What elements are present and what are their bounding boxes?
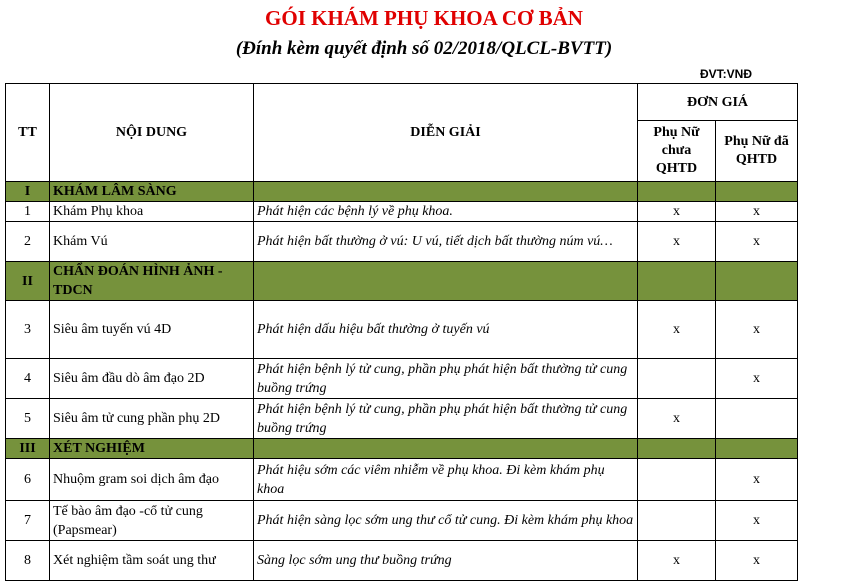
section-empty-cell — [716, 262, 798, 301]
price-married-mark — [716, 399, 798, 439]
row-number: 6 — [6, 459, 50, 501]
row-number: 3 — [6, 301, 50, 359]
section-title: CHẨN ĐOÁN HÌNH ẢNH - TDCN — [50, 262, 254, 301]
section-row — [6, 182, 798, 202]
section-empty-cell — [254, 262, 638, 301]
price-married-mark: x — [716, 541, 798, 581]
table-row — [6, 222, 798, 262]
table-row — [6, 359, 798, 399]
row-content: Xét nghiệm tầm soát ung thư — [50, 541, 254, 581]
price-unmarried-mark — [638, 501, 716, 541]
row-content: Tế bào âm đạo -cổ tử cung (Papsmear) — [50, 501, 254, 541]
section-empty-cell — [254, 439, 638, 459]
header-price-married: Phụ Nữ đã QHTD — [716, 121, 798, 182]
row-content: Siêu âm đầu dò âm đạo 2D — [50, 359, 254, 399]
row-description: Phát hiện bệnh lý tử cung, phần phụ phát hiện bất thường tử cung buồng trứng — [254, 359, 638, 399]
table-row — [6, 202, 798, 222]
row-number: 2 — [6, 222, 50, 262]
price-unmarried-mark: x — [638, 301, 716, 359]
price-married-mark: x — [716, 359, 798, 399]
table-row — [6, 501, 798, 541]
row-content: Nhuộm gram soi dịch âm đạo — [50, 459, 254, 501]
price-unmarried-mark: x — [638, 222, 716, 262]
section-number: III — [6, 439, 50, 459]
row-number: 8 — [6, 541, 50, 581]
row-description: Phát hiện bất thường ở vú: U vú, tiết dịch bất thường núm vú… — [254, 222, 638, 262]
price-unmarried-mark — [638, 459, 716, 501]
price-unmarried-mark: x — [638, 541, 716, 581]
price-table — [5, 83, 798, 581]
row-description: Phát hiện dấu hiệu bất thường ở tuyến vú — [254, 301, 638, 359]
section-title: KHÁM LÂM SÀNG — [50, 182, 254, 202]
header-desc: DIỄN GIẢI — [254, 84, 638, 182]
row-content: Siêu âm tử cung phần phụ 2D — [50, 399, 254, 439]
row-number: 1 — [6, 202, 50, 222]
price-married-mark: x — [716, 501, 798, 541]
price-unmarried-mark: x — [638, 202, 716, 222]
row-description: Phát hiện bệnh lý tử cung, phần phụ phát hiện bất thường tử cung buồng trứng — [254, 399, 638, 439]
section-empty-cell — [638, 262, 716, 301]
row-description: Phát hiện sàng lọc sớm ung thư cổ tử cung. Đi kèm khám phụ khoa — [254, 501, 638, 541]
price-married-mark: x — [716, 301, 798, 359]
section-empty-cell — [716, 182, 798, 202]
row-description: Sàng lọc sớm ung thư buồng trứng — [254, 541, 638, 581]
header-price: ĐƠN GIÁ — [638, 84, 798, 121]
page-title: GÓI KHÁM PHỤ KHOA CƠ BẢN — [265, 6, 583, 30]
row-content: Khám Phụ khoa — [50, 202, 254, 222]
table-row — [6, 301, 798, 359]
price-unmarried-mark: x — [638, 399, 716, 439]
price-married-mark: x — [716, 202, 798, 222]
section-number: I — [6, 182, 50, 202]
price-married-mark: x — [716, 459, 798, 501]
header-tt: TT — [6, 84, 50, 182]
table-body — [6, 84, 798, 581]
row-description: Phát hiệu sớm các viêm nhiễm về phụ khoa. Đi kèm khám phụ khoa — [254, 459, 638, 501]
header-content: NỘI DUNG — [50, 84, 254, 182]
table-row — [6, 399, 798, 439]
table-row — [6, 541, 798, 581]
row-description: Phát hiện các bệnh lý về phụ khoa. — [254, 202, 638, 222]
row-number: 5 — [6, 399, 50, 439]
price-unmarried-mark — [638, 359, 716, 399]
section-empty-cell — [254, 182, 638, 202]
section-number: II — [6, 262, 50, 301]
section-title: XÉT NGHIỆM — [50, 439, 254, 459]
page-subtitle: (Đính kèm quyết định số 02/2018/QLCL-BVTT) — [235, 38, 613, 59]
section-row — [6, 439, 798, 459]
row-content: Khám Vú — [50, 222, 254, 262]
section-row — [6, 262, 798, 301]
header-row-top — [6, 84, 798, 121]
row-number: 4 — [6, 359, 50, 399]
currency-unit: ĐVT:VNĐ — [700, 67, 753, 81]
section-empty-cell — [716, 439, 798, 459]
section-empty-cell — [638, 182, 716, 202]
price-married-mark: x — [716, 222, 798, 262]
row-number: 7 — [6, 501, 50, 541]
row-content: Siêu âm tuyến vú 4D — [50, 301, 254, 359]
section-empty-cell — [638, 439, 716, 459]
header-price-unmarried: Phụ Nữ chưa QHTD — [638, 121, 716, 182]
table-row — [6, 459, 798, 501]
